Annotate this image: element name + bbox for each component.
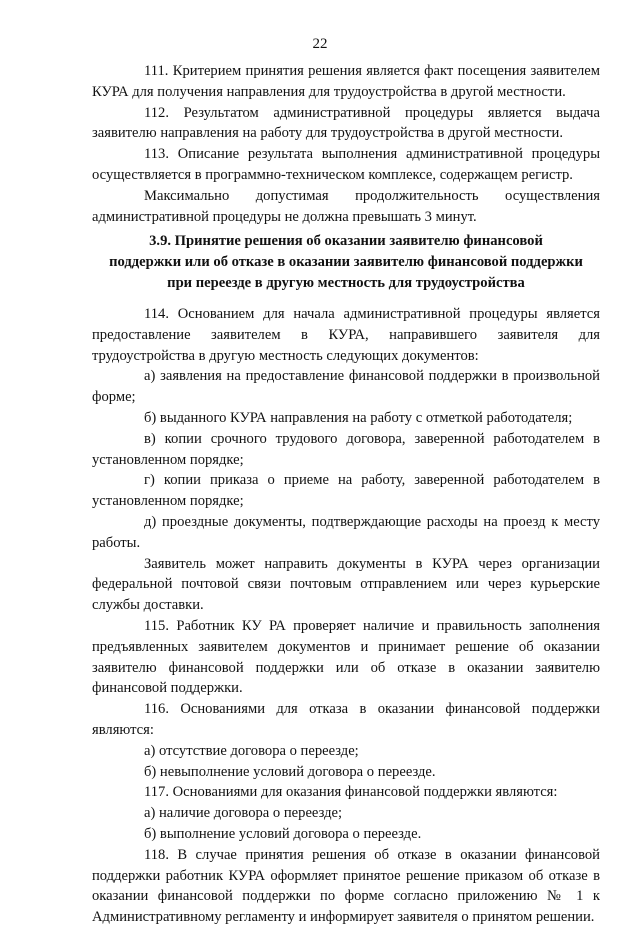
list-item-117-a: а) наличие договора о переезде;: [144, 805, 343, 822]
list-item-g: г) копии приказа о приеме на работу, заверенной работодателем в установленном порядке;: [92, 472, 600, 510]
section-heading-line-2: поддержки или об отказе в оказании заявителю финансовой поддержки: [109, 253, 583, 270]
list-item-117-b: б) выполнение условий договора о переезде.: [144, 825, 422, 842]
list-item-v: в) копии срочного трудового договора, заверенной работодателем в установленном порядке;: [92, 430, 600, 468]
page-number: 22: [312, 36, 328, 52]
section-heading: [92, 231, 600, 293]
paragraph-118: 118. В случае принятия решения об отказе в оказании финансовой поддержки работник КУРА оформляет принятое решение приказом об отказе в оказании финансовой поддержки по форме согласно приложению № 1 к Административному регламенту и информирует заявителя о принятом решении.: [92, 846, 600, 926]
section-heading-line-3: при переезде в другую местность для трудоустройства: [167, 274, 525, 291]
paragraph-111: 111. Критерием принятия решения является факт посещения заявителем КУРА для получения направления для трудоустройства в другой местности.: [92, 63, 600, 100]
list-item-116-a: а) отсутствие договора о переезде;: [144, 742, 359, 759]
paragraph-113: 113. Описание результата выполнения административной процедуры осуществляется в программно-техническом комплексе, содержащем регистр.: [92, 146, 600, 183]
top-section: [92, 61, 600, 227]
paragraph-116: 116. Основаниями для отказа в оказании финансовой поддержки являются:: [92, 701, 600, 738]
main-section: [92, 304, 600, 928]
paragraph-112: 112. Результатом административной процедуры является выдача заявителю направления на работу для трудоустройства в другой местности.: [92, 104, 600, 142]
paragraph-114: 114. Основанием для начала административной процедуры является предоставление заявителем в КУРА, направившего заявителя для трудоустройства в другую местность следующих документов:: [92, 306, 600, 364]
list-item-a: а) заявления на предоставление финансовой поддержки в произвольной форме;: [92, 368, 600, 406]
list-item-b: б) выданного КУРА направления на работу с отметкой работодателя;: [144, 409, 573, 426]
list-item-116-b: б) невыполнение условий договора о переезде.: [144, 763, 436, 780]
paragraph-117: 117. Основаниями для оказания финансовой поддержки являются:: [144, 784, 558, 801]
list-item-d: д) проездные документы, подтверждающие расходы на проезд к месту работы.: [92, 513, 600, 551]
paragraph-115: 115. Работник КУ РА проверяет наличие и правильность заполнения предъявленных заявителем документов и принимает решение об оказании заявителю финансовой поддержки или об отказе в оказании заявителю финансовой поддержки.: [92, 617, 600, 697]
paragraph-submission: Заявитель может направить документы в КУРА через организации федеральной почтовой связи почтовым отправлением или через курьерские службы доставки.: [92, 555, 600, 614]
section-heading-line-1: 3.9. Принятие решения об оказании заявителю финансовой: [149, 233, 543, 249]
paragraph-duration: Максимально допустимая продолжительность осуществления административной процедуры не должна превышать 3 минут.: [92, 187, 600, 225]
